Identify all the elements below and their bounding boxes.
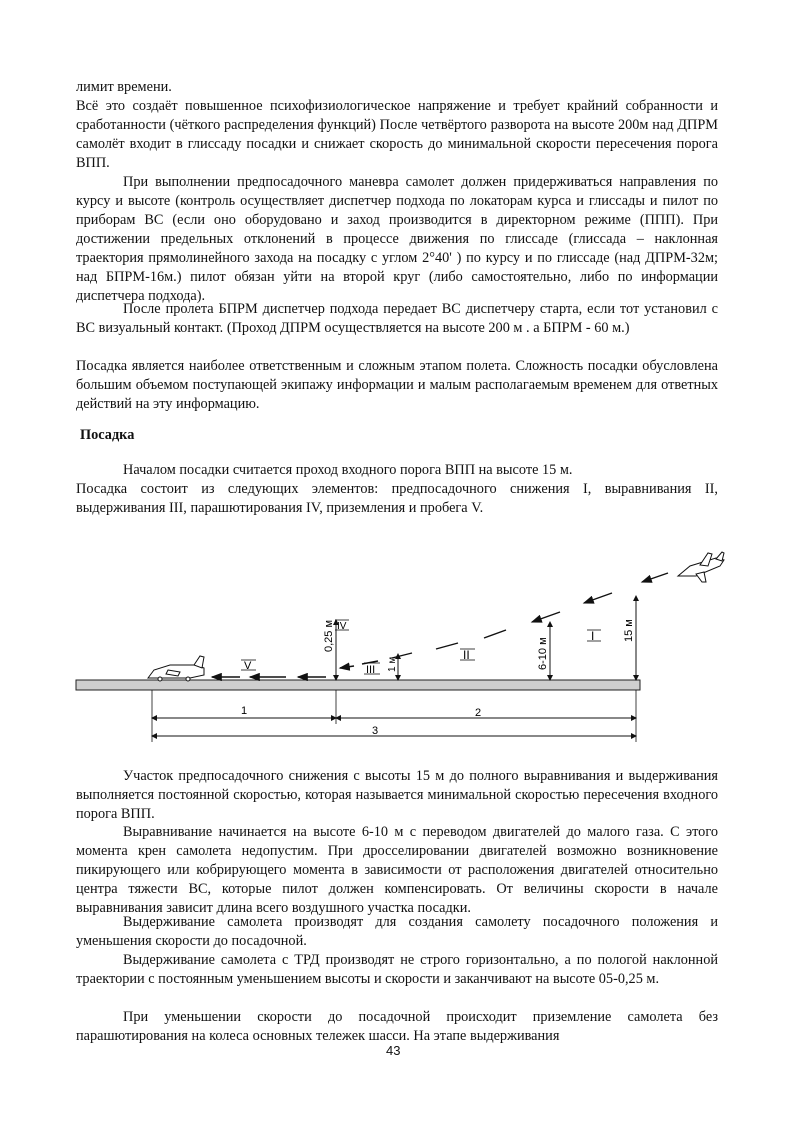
page-number: 43 bbox=[386, 1043, 401, 1058]
paragraph-holding: Выдерживание самолета производят для создания самолету посадочного положения и уменьшения скорости до посадочной. bbox=[76, 914, 718, 949]
label-height-6-10m: 6-10 м bbox=[537, 637, 549, 670]
paragraph-landing-start: Началом посадки считается проход входного порога ВПП на высоте 15 м. bbox=[123, 462, 573, 478]
paragraph-stress: Всё это создаёт повышенное психофизиологическое напряжение и требует крайний собранности и сработанности (чёткого распределения функций) После четвёртого разворота на высоте 200м над ДПРМ самолёт входит в глиссаду посадки и снижает скорость до минимальной скорости пересечения порога ВПП. bbox=[76, 98, 718, 171]
label-height-025m: 0,25 м bbox=[323, 619, 335, 652]
dimension-label-1: 1 bbox=[241, 705, 248, 717]
label-height-1m: 1 м bbox=[387, 656, 398, 672]
phase-V: V bbox=[244, 660, 252, 672]
phase-II: II bbox=[463, 648, 470, 662]
text-line-time-limit: лимит времени. bbox=[76, 79, 172, 95]
paragraph-pre-landing-maneuver: При выполнении предпосадочного маневра самолет должен придерживаться направления по курсу и высоте (контроль осуществляет диспетчер подхода по локаторам курса и глиссады и пилот по приборам ВС (если оно оборудовано и заход производится в директорном режиме (ППП). При достижении предельных отклонений в процессе движения по глиссаде (глиссада – наклонная траектория прямолинейного захода на посадку с углом 2°40' ) по курсу и по глиссаде (над ДПРМ-32м; над БПРМ-16м.) пилот обязан уйти на второй круг (либо самостоятельно, либо по информации диспетчера подхода). bbox=[76, 174, 718, 304]
section-heading: Посадка bbox=[80, 427, 135, 443]
paragraph-descent-segment: Участок предпосадочного снижения с высоты 15 м до полного выравнивания и выдерживания выполняется постоянной скоростью, которая называется минимальной скоростью пересечения входного порога ВПП. bbox=[76, 768, 718, 822]
paragraph-touchdown: При уменьшении скорости до посадочной происходит приземление самолета без парашютирования на колеса основных тележек шасси. На этапе выдерживания bbox=[76, 1009, 718, 1044]
label-height-15m: 15 м bbox=[623, 619, 635, 642]
phase-I: I bbox=[591, 629, 595, 643]
paragraph-landing-elements: Посадка состоит из следующих элементов: предпосадочного снижения I, выравнивания II, выдерживания III, парашютирования IV, приземления и пробега V. bbox=[76, 481, 718, 516]
paragraph-bprm-handover: После пролета БПРМ диспетчер подхода передает ВС диспетчеру старта, если тот установил с ВС визуальный контакт. (Проход ДПРМ осуществляется на высоте 200 м . а БПРМ - 60 м.) bbox=[76, 301, 718, 336]
paragraph-holding-jet: Выдерживание самолета с ТРД производят не строго горизонтально, а по пологой наклонной траектории с постоянным уменьшением высоты и скорости и заканчивают на высоте 05-0,25 м. bbox=[76, 952, 718, 987]
airplane-approach-icon bbox=[678, 552, 724, 582]
dimension-label-2: 2 bbox=[475, 707, 482, 719]
paragraph-flare: Выравнивание начинается на высоте 6-10 м с переводом двигателей до малого газа. С этого момента крен самолета недопустим. При дросселировании двигателей возможно возникновение пикирующего или кобрирующего момента в зависимости от расположения двигателей относительно центра тяжести ВС, которые пилот должен компенсировать. От величины скорости в начале выравнивания зависит длина всего воздушного участка посадки. bbox=[76, 824, 718, 916]
dimension-label-3: 3 bbox=[372, 725, 379, 737]
phase-IV: IV bbox=[337, 621, 347, 632]
runway bbox=[76, 680, 640, 690]
airplane-landed-icon bbox=[148, 656, 204, 681]
paragraph-landing-complexity: Посадка является наиболее ответственным и сложным этапом полета. Сложность посадки обусловлена большим объемом поступающей экипажу информации и малым располагаемым временем для ответных действий на эту информацию. bbox=[76, 358, 718, 412]
glide-path-arrows bbox=[212, 573, 668, 677]
phase-III: III bbox=[366, 664, 376, 676]
